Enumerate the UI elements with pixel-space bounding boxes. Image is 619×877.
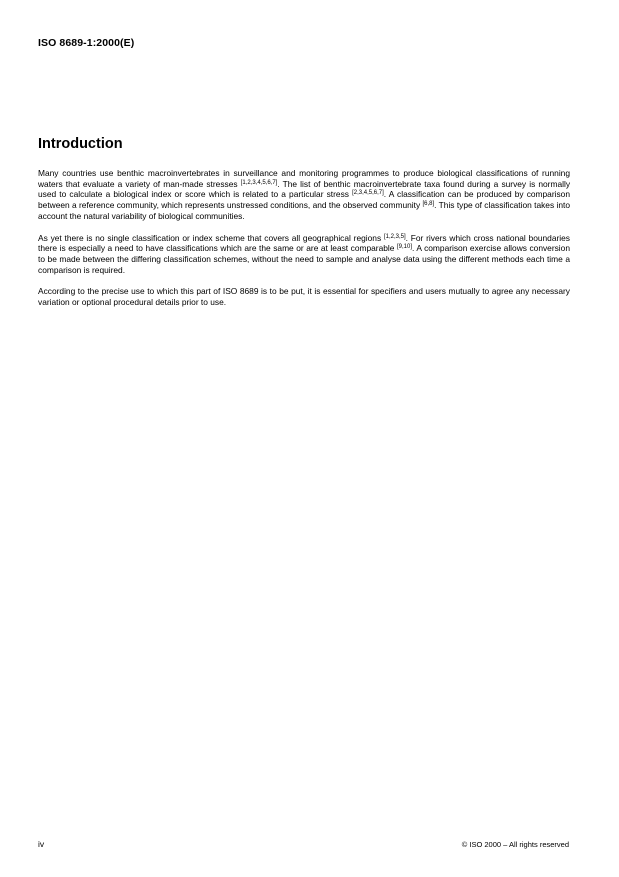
citation-ref: [1,2,3,4,5,6,7] (240, 179, 278, 186)
standard-code-header: ISO 8689-1:2000(E) (38, 37, 135, 49)
citation-ref: [9,10] (396, 244, 412, 251)
section-title: Introduction (38, 136, 123, 152)
citation-ref: [2,3,4,5,6,7] (352, 190, 384, 197)
citation-ref: [6,8] (422, 201, 435, 208)
paragraph-2-text-a: As yet there is no single classification or index scheme that covers all geographical regions (38, 232, 384, 243)
paragraph-1-text-b: . The list of benthic macroinvertebrate taxa found during a survey is normally used to calculate a biological index or score which is related to a particular stress (38, 178, 571, 200)
paragraph-1-text-c: . A classification can be produced by comparison between a reference community, which represents unstressed conditions, and the observed community (38, 189, 570, 211)
copyright-notice: © ISO 2000 – All rights reserved (461, 840, 569, 849)
page-number: iv (38, 839, 45, 849)
citation-ref: [1,2,3,5] (383, 233, 406, 240)
paragraph-2-text-c: . A comparison exercise allows conversion to be made between the differing classification schemes, without the need to sample and analyse data using the different methods each time a comparison is required. (38, 243, 570, 275)
paragraph-1-text-d: . This type of classification takes into account the natural variability of biological communities. (38, 200, 570, 221)
paragraph-1-text-a: Many countries use benthic macroinvertebrates in surveillance and monitoring programmes to produce biological classifications of running waters that evaluate a variety of man-made stresses (38, 168, 570, 189)
paragraph-2 (38, 233, 570, 276)
paragraph-3: According to the precise use to which this part of ISO 8689 is to be put, it is essential for specifiers and users mutually to agree any necessary variation or optional procedural details prior to use. (38, 286, 570, 308)
paragraph-2-text-b: . For rivers which cross national boundaries there is especially a need to have classifications which are the same or are at least comparable (38, 232, 570, 254)
body-text (38, 168, 570, 319)
paragraph-1 (38, 168, 570, 222)
